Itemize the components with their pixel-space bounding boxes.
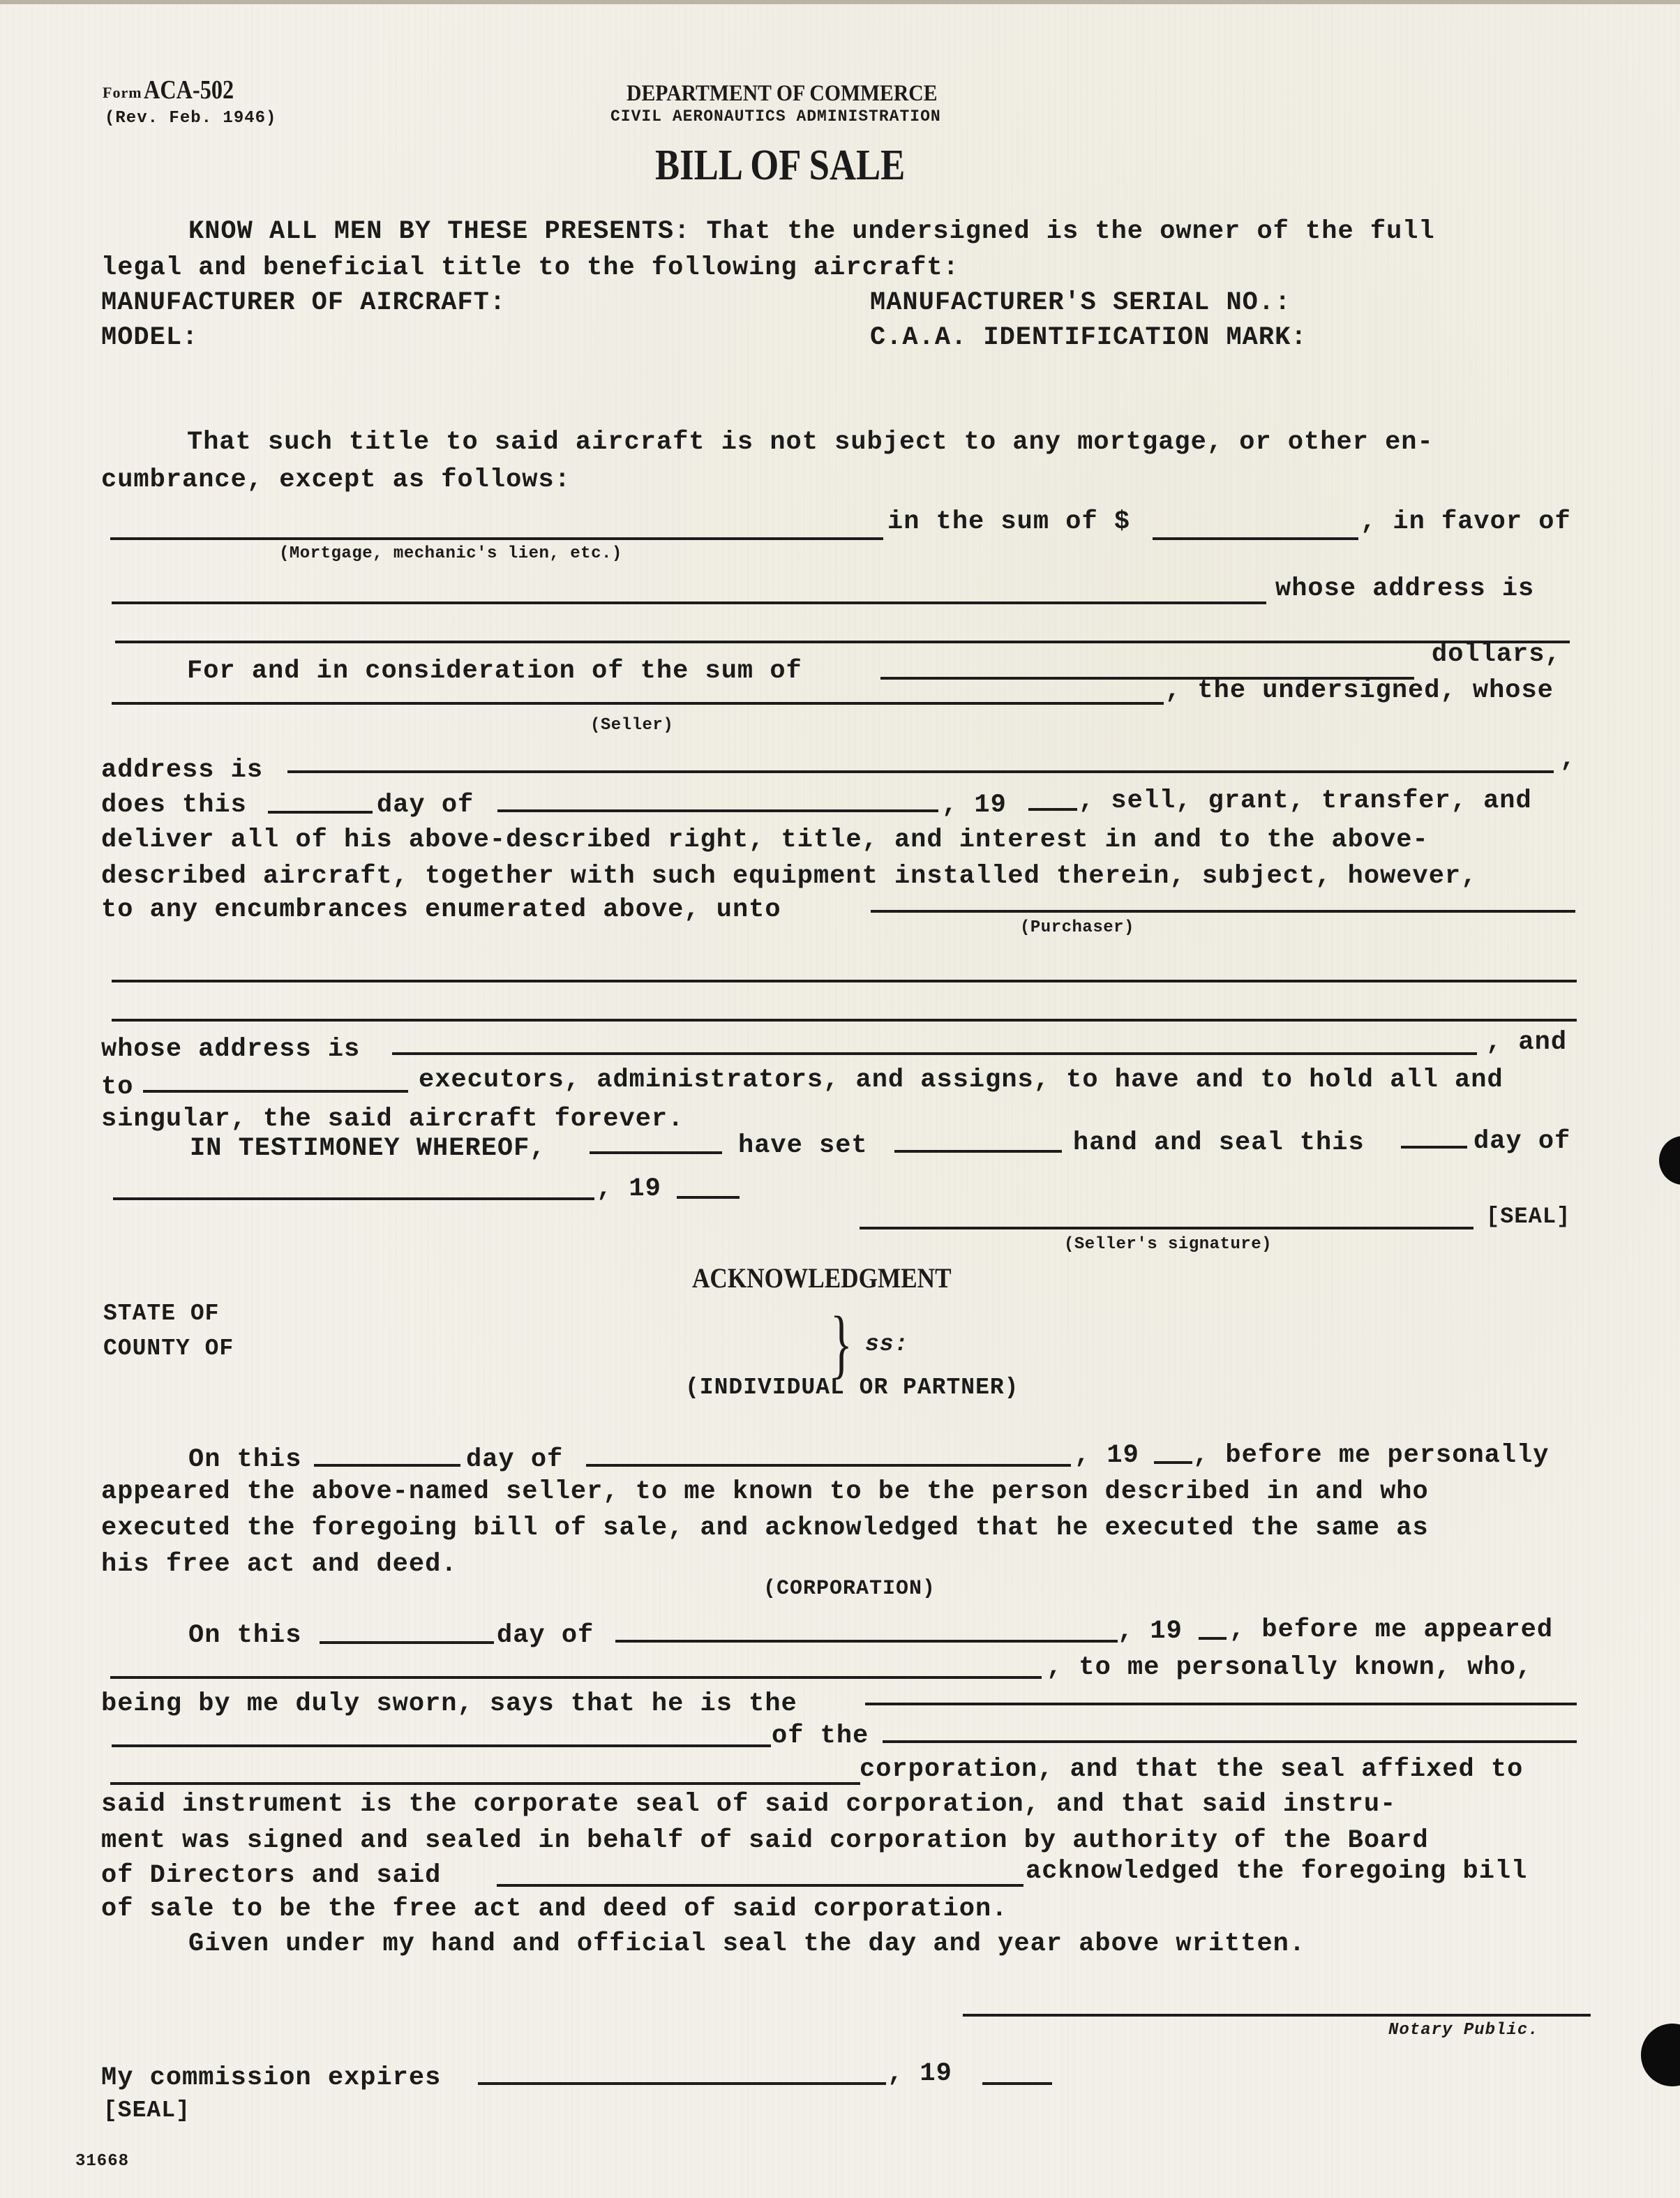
seller-address-line: [287, 770, 1554, 773]
corp-title-field-2[interactable]: [113, 1719, 769, 1744]
ind-month-line: [586, 1464, 1071, 1467]
testimony-pronoun-line: [894, 1150, 1062, 1153]
document-title: BILL OF SALE: [655, 142, 906, 189]
individual-heading: (INDIVIDUAL OR PARTNER): [685, 1375, 1019, 1400]
seller-field[interactable]: [113, 677, 1160, 702]
corp-person-field[interactable]: [112, 1651, 1040, 1676]
testimony-year-field[interactable]: [678, 1171, 738, 1196]
corp-month-line: [615, 1640, 1118, 1643]
commission-year-line: [982, 2082, 1052, 2085]
ind-line-2: appeared the above-named seller, to me known to be the person described in and who: [101, 1477, 1429, 1507]
corp-sale-line: of sale to be the free act and deed of said corporation.: [101, 1894, 1008, 1924]
corp-on-this-label: On this: [188, 1621, 302, 1650]
corporation-heading: (CORPORATION): [763, 1577, 936, 1601]
purchaser-caption: (Purchaser): [1020, 918, 1134, 937]
corp-year-field[interactable]: [1199, 1612, 1227, 1637]
manufacturer-field[interactable]: [551, 287, 851, 313]
notary-seal-label: [SEAL]: [103, 2098, 190, 2123]
corp-said-line: [497, 1884, 1023, 1887]
purchaser-line-2: [112, 980, 1577, 982]
ind-nineteen-label: , 19: [1074, 1441, 1139, 1470]
testimony-party-line: [590, 1151, 722, 1154]
corp-acknowledged-label: acknowledged the foregoing bill: [1026, 1857, 1528, 1886]
purchaser-field[interactable]: [872, 885, 1573, 910]
seller-seal-label: [SEAL]: [1486, 1204, 1571, 1229]
dollars-label: dollars,: [1432, 640, 1561, 669]
testimony-day-line: [1401, 1146, 1467, 1149]
administration-heading: CIVIL AERONAUTICS ADMINISTRATION: [610, 107, 941, 126]
punch-hole-top: [1659, 1136, 1680, 1185]
manufacturer-label: MANUFACTURER OF AIRCRAFT:: [101, 288, 507, 317]
corp-known-label: , to me personally known, who,: [1047, 1653, 1533, 1682]
corp-before-label: , before me appeared: [1229, 1615, 1554, 1645]
favor-label: , in favor of: [1360, 507, 1571, 537]
ind-year-line: [1154, 1461, 1192, 1464]
ind-month-field[interactable]: [587, 1439, 1069, 1464]
given-under-line: Given under my hand and official seal the day and year above written.: [188, 1929, 1306, 1959]
seller-address-field[interactable]: [289, 745, 1552, 770]
commission-date-field[interactable]: [479, 2057, 884, 2082]
notary-signature-line: [963, 2014, 1591, 2017]
ind-on-this-label: On this: [188, 1445, 302, 1474]
form-number: ACA-502: [144, 75, 234, 105]
sale-month-line: [497, 809, 938, 812]
corp-directors-label: of Directors and said: [101, 1861, 442, 1890]
favor-line: [112, 601, 1266, 604]
lienholder-address-line: [115, 641, 1570, 643]
corp-day-field[interactable]: [321, 1616, 493, 1641]
testimony-day-field[interactable]: [1402, 1121, 1466, 1146]
purchaser-field-2[interactable]: [113, 955, 1575, 980]
purchaser-address-field[interactable]: [393, 1027, 1475, 1052]
scan-top-edge: [0, 0, 1680, 4]
consideration-label: For and in consideration of the sum of: [187, 657, 802, 686]
seller-signature-line: [860, 1227, 1473, 1229]
ind-day-line: [314, 1464, 460, 1467]
sum-line: [1153, 537, 1358, 540]
favor-field[interactable]: [113, 576, 1264, 601]
model-label: MODEL:: [101, 323, 199, 352]
caa-mark-label: C.A.A. IDENTIFICATION MARK:: [870, 323, 1307, 352]
notary-signature-field[interactable]: [964, 1989, 1589, 2014]
caa-mark-field[interactable]: [1347, 322, 1577, 347]
corp-name-field[interactable]: [884, 1715, 1575, 1740]
amount-field[interactable]: [882, 652, 1412, 677]
testimony-party-field[interactable]: [591, 1126, 721, 1151]
heirs-field[interactable]: [144, 1065, 407, 1090]
serial-number-field[interactable]: [1298, 287, 1577, 313]
singular-line: singular, the said aircraft forever.: [101, 1105, 684, 1134]
ownership-line-2: legal and beneficial title to the following aircraft:: [101, 253, 959, 283]
sale-day-line: [268, 811, 373, 814]
corp-nineteen-label: , 19: [1118, 1617, 1183, 1646]
have-set-label: have set: [738, 1131, 868, 1160]
sale-year-field[interactable]: [1030, 783, 1076, 808]
undersigned-label: , the undersigned, whose: [1165, 676, 1554, 705]
commission-year-field[interactable]: [984, 2057, 1051, 2082]
ind-day-of-label: day of: [466, 1445, 564, 1474]
does-this-label: does this: [101, 791, 247, 820]
corp-corporation-label: corporation, and that the seal affixed to: [860, 1755, 1524, 1784]
seller-caption: (Seller): [590, 716, 674, 735]
sale-month-field[interactable]: [499, 784, 937, 809]
commission-nineteen-label: , 19: [887, 2059, 952, 2088]
form-revision: (Rev. Feb. 1946): [105, 109, 277, 128]
testimony-month-line: [113, 1197, 594, 1200]
corp-name-line-2: [110, 1782, 860, 1785]
corp-day-of-label: day of: [497, 1621, 594, 1650]
hand-seal-label: hand and seal this: [1073, 1128, 1365, 1158]
purchaser-field-3[interactable]: [113, 994, 1575, 1019]
ind-line-4: his free act and deed.: [101, 1550, 458, 1579]
sale-nineteen-label: , 19: [942, 791, 1007, 820]
sum-field[interactable]: [1155, 512, 1357, 537]
testimony-day-of-label: day of: [1473, 1127, 1571, 1156]
corp-name-field-2[interactable]: [112, 1757, 858, 1782]
described-line: described aircraft, together with such equipment installed therein, subject, however,: [101, 862, 1478, 891]
corp-sworn-label: being by me duly sworn, says that he is the: [101, 1689, 797, 1719]
to-label: to: [101, 1072, 134, 1102]
corp-name-line: [883, 1740, 1577, 1743]
county-label: COUNTY OF: [103, 1336, 234, 1361]
whose-address-label: whose address is: [1275, 574, 1535, 604]
testimony-nineteen-label: , 19: [597, 1174, 661, 1204]
ind-year-field[interactable]: [1155, 1436, 1191, 1461]
deliver-line: deliver all of his above-described right, title, and interest in and to the above-: [101, 825, 1429, 855]
ownership-line-1: KNOW ALL MEN BY THESE PRESENTS: That the undersigned is the owner of the full: [188, 217, 1435, 246]
executors-line: executors, administrators, and assigns, to have and to hold all and: [419, 1066, 1503, 1095]
state-label: STATE OF: [103, 1301, 220, 1326]
corp-title-line-2: [112, 1744, 771, 1747]
purchaser-address-line: [392, 1052, 1477, 1055]
purchaser-address-label: whose address is: [101, 1035, 361, 1064]
sale-day-of-label: day of: [377, 791, 474, 820]
state-field[interactable]: [237, 1299, 795, 1324]
brace-symbol: }: [830, 1301, 853, 1386]
and-label: , and: [1486, 1028, 1568, 1057]
corp-month-field[interactable]: [617, 1615, 1116, 1640]
testimony-pronoun-field[interactable]: [896, 1125, 1060, 1150]
print-code: 31668: [75, 2152, 130, 2171]
commission-label: My commission expires: [101, 2063, 442, 2093]
unto-label: to any encumbrances enumerated above, unto: [101, 895, 781, 925]
department-heading: DEPARTMENT OF COMMERCE: [627, 81, 938, 106]
purchaser-line: [871, 910, 1575, 913]
corp-of-the-label: of the: [772, 1721, 869, 1751]
sale-year-line: [1028, 808, 1077, 811]
testimony-year-line: [677, 1196, 740, 1199]
purchaser-line-3: [112, 1019, 1577, 1022]
corp-said-field[interactable]: [498, 1859, 1021, 1884]
ss-label: ss:: [865, 1331, 909, 1357]
corp-ment-line: ment was signed and sealed in behalf of said corporation by authority of the Board: [101, 1826, 1429, 1855]
commission-date-line: [478, 2082, 886, 2085]
acknowledgment-heading: ACKNOWLEDGMENT: [692, 1262, 952, 1294]
county-field[interactable]: [251, 1334, 795, 1359]
seller-line: [112, 702, 1164, 705]
testimony-label: IN TESTIMONEY WHEREOF,: [190, 1134, 546, 1163]
sum-label: in the sum of $: [887, 507, 1131, 537]
corp-title-field[interactable]: [867, 1677, 1575, 1703]
punch-hole-bottom: [1641, 2024, 1680, 2086]
model-field[interactable]: [209, 322, 837, 347]
corp-instrument-line: said instrument is the corporate seal of said corporation, and that said instru-: [101, 1790, 1397, 1819]
form-prefix: Form: [103, 84, 142, 101]
encumbrance-type-line: [110, 537, 883, 540]
ind-before-label: , before me personally: [1193, 1441, 1550, 1470]
address-comma: ,: [1560, 745, 1577, 774]
sale-day-field[interactable]: [269, 786, 371, 811]
encumbrance-type-caption: (Mortgage, mechanic's lien, etc.): [279, 544, 622, 563]
corp-title-line: [865, 1703, 1577, 1705]
notary-caption: Notary Public.: [1388, 2021, 1539, 2040]
corp-day-line: [320, 1641, 494, 1644]
lienholder-address-field[interactable]: [117, 615, 1568, 641]
testimony-month-field[interactable]: [114, 1172, 593, 1197]
encumbrance-type-field[interactable]: [112, 512, 879, 537]
seller-address-label: address is: [101, 756, 264, 785]
corp-year-line: [1199, 1637, 1227, 1640]
seller-signature-caption: (Seller's signature): [1064, 1235, 1273, 1254]
seller-signature-field[interactable]: [861, 1202, 1471, 1227]
ind-line-3: executed the foregoing bill of sale, and acknowledged that he executed the same as: [101, 1513, 1429, 1543]
sell-grant-label: , sell, grant, transfer, and: [1079, 786, 1532, 816]
serial-number-label: MANUFACTURER'S SERIAL NO.:: [870, 288, 1291, 317]
heirs-line: [143, 1090, 408, 1093]
ind-day-field[interactable]: [315, 1439, 459, 1464]
encumbrance-line-2: cumbrance, except as follows:: [101, 465, 571, 495]
encumbrance-line-1: That such title to said aircraft is not subject to any mortgage, or other en-: [187, 428, 1434, 457]
